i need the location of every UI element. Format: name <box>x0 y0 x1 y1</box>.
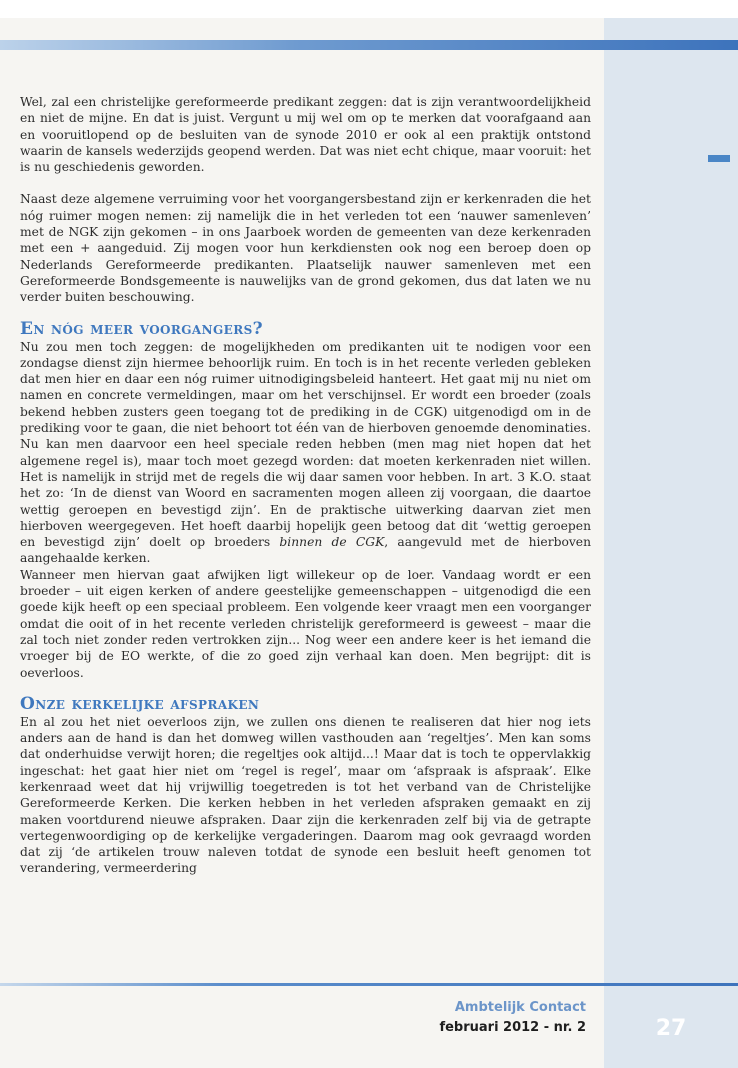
page-number: 27 <box>655 1016 687 1041</box>
text-run: , aangevuld met de hierboven aangehaalde kerken. <box>20 535 591 566</box>
top-margin <box>0 0 738 18</box>
side-margin-band <box>604 18 738 1068</box>
paragraph <box>20 339 591 567</box>
italic-text: binnen de CGK <box>279 535 385 550</box>
side-marker <box>708 155 730 162</box>
paragraph: Wel, zal een christelijke gereformeerde predikant zeggen: dat is zijn verantwoordelijkheid en niet de mijne. En dat is juist. Vergunt u mij wel om op te merken dat voorafgaand aan en vooruitlopend op de besluiten van de synode 2010 er ook al een praktijk ontstond waarin de kansels wederzijds geopend werden. Dat was niet echt chique, maar vooruit: het is nu geschiedenis geworden. <box>20 95 591 175</box>
issue-label: februari 2012 - nr. 2 <box>439 1020 586 1035</box>
article-body <box>20 94 591 877</box>
magazine-title: Ambtelijk Contact <box>454 1000 586 1015</box>
paragraph: En al zou het niet oeverloos zijn, we zullen ons dienen te realiseren dat hier nog iets anders aan de hand is dan het domweg willen vasthouden aan ‘regeltjes’. Men kan soms dat onderhuidse verwijt horen; die regeltjes ook altijd...! Maar dat is toch te oppervlakkig ingeschat: het gaat hier niet om ‘regel is regel’, maar om ‘afspraak is afspraak’. Elke kerkenraad weet dat hij vrijwillig toegetreden is tot het verband van de Christelijke Gereformeerde Kerken. Die kerken hebben in het verleden afspraken gemaakt en zij maken voortdurend nieuwe afspraken. Daar zijn die kerkenraden zelf bij via de getrapte vertegenwoordiging op de kerkelijke vergaderingen. Daarom mag ook gevraagd worden dat zij ‘de artikelen trouw naleven totdat de synode een besluit heeft genomen tot verandering, vermeerdering <box>20 714 591 876</box>
text-run: Nu zou men toch zeggen: de mogelijkheden om predikanten uit te nodigen voor een zondagse dienst zijn hiermee behoorlijk ruim. En toch is in het recente verleden gebleken dat men hier en daar een nóg ruimer uitnodigingsbeleid hanteert. Het gaat mij nu niet om namen en concrete vermeldingen, maar om het verschijnsel. Er wordt een broeder (zoals bekend hebben zusters geen toegang tot de prediking in de CGK) uitgenodigd om in de prediking voor te gaan, die niet behoort tot één van de hierboven genoemde denominaties. Nu kan men daarvoor een heel speciale reden hebben (men mag niet hopen dat het algemene regel is), maar toch moet gezegd worden: dat moeten kerkenraden niet willen. Het is namelijk in strijd met de regels die wij daar samen voor hebben. In art. 3 K.O. staat het zo: ‘In de dienst van Woord en sacramenten mogen alleen zij voorgaan, die daartoe wettig geroepen en bevestigd zijn’. En de praktische uitwerking daarvan ziet men hierboven weergegeven. Het hoeft daarbij hopelijk geen betoog dat dit ‘wettig geroepen en bevestigd zijn’ doelt op broeders <box>20 339 591 550</box>
paragraph: Wanneer men hiervan gaat afwijken ligt willekeur op de loer. Vandaag wordt er een broeder – uit eigen kerken of andere geestelijke gemeenschappen – uitgenodigd die een goede kijk heeft op een speciaal probleem. Een volgende keer vraagt men een voorganger omdat die ooit of in het recente verleden christelijk gereformeerd is geweest – maar die zal toch niet zonder reden vertrokken zijn... Nog weer een andere keer is het iemand die vroeger bij de EO werkte, of die zo goed zijn verhaal kan doen. Men begrijpt: dit is oeverloos. <box>20 567 591 680</box>
top-accent-bar <box>0 40 738 50</box>
section-heading: Onze kerkelijke afspraken <box>20 693 260 714</box>
paragraph: Naast deze algemene verruiming voor het voorgangersbestand zijn er kerkenraden die het nóg ruimer mogen nemen: zij namelijk die in het verleden tot een ‘nauwer samenleven’ met de NGK zijn gekomen – in ons Jaarboek worden de gemeenten van deze kerkenraden met een + aangeduid. Zij mogen voor hun kerkdiensten ook nog een beroep doen op Nederlands Gereformeerde predikanten. Plaatselijk nauwer samenleven met een Gereformeerde Bondsgemeente is nauwelijks van de grond gekomen, dus dat laten we nu verder buiten beschouwing. <box>20 192 591 305</box>
bottom-accent-bar <box>0 983 738 986</box>
section-heading: En nóg meer voorgangers? <box>20 318 264 339</box>
